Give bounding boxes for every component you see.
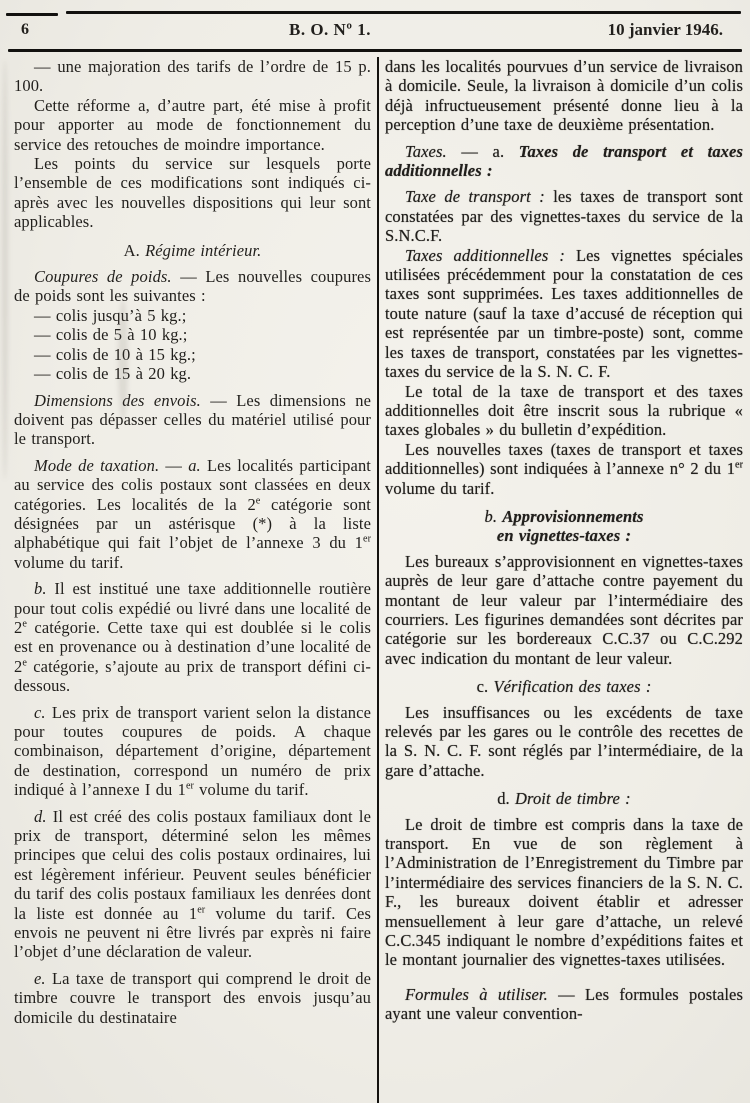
paragraph (14, 267, 371, 306)
text-segment: — colis de 5 à 10 kg.; (34, 325, 188, 345)
text-segment: volume du tarif. (14, 552, 124, 572)
text-segment: Il est institué une taxe additionnelle routière pour tout colis expédié ou livré dans une localité de 2 (14, 579, 371, 637)
text-segment: — Les formules postales ayant une valeur convention- (385, 984, 743, 1024)
paragraph (385, 142, 743, 181)
text-segment: Approvisionnements en vignettes-taxes : (496, 506, 644, 546)
paragraph (14, 57, 371, 96)
superscript: e (255, 495, 261, 507)
text-segment: d. (497, 789, 516, 809)
text-segment: Les localités participant au service des colis postaux sont classées en deux catégories. Les localités de la 2 (14, 455, 371, 514)
paragraph (14, 154, 371, 232)
text-segment: Formules à utiliser. (405, 984, 548, 1004)
text-segment: volume du tarif. (193, 780, 309, 800)
text-segment: e. (34, 968, 46, 988)
paragraph (385, 815, 743, 970)
superscript: er (735, 459, 743, 471)
text-segment: b. (484, 506, 503, 526)
bulletin-title: B. O. Nº 1. (289, 20, 371, 39)
text-segment: — colis de 15 à 20 kg. (34, 364, 192, 384)
paragraph (385, 552, 743, 668)
paragraph (14, 325, 371, 344)
superscript: e (22, 618, 27, 630)
header-rule-top-left (6, 13, 58, 16)
text-segment: — a. (446, 141, 519, 161)
paragraph (14, 969, 371, 1027)
section-heading (385, 789, 743, 808)
superscript: er (197, 904, 206, 916)
text-segment: d. (34, 806, 47, 826)
paragraph (385, 703, 743, 781)
text-segment: c. (34, 702, 46, 722)
text-segment: Le droit de timbre est compris dans la taxe de transport. En vue de son règlement à l’Administration de l’Enregistrement du Timbre par l’intermédiaire des services financiers de la S. N. C. F., les bureaux doivent établir et adresser mensuellement à leur gare d’attache, un relevé C.C.345 indiquant le nombre d’expéditions faites et le montant journalier des vignettes-taxes utilisées. (385, 814, 743, 970)
text-segment: Il est créé des colis postaux familiaux dont le prix de transport, déterminé selon les mêmes principes que celui des colis postaux ordinaires, lui est légèrement inférieur. Peuvent seules bénéficier du tarif des colis postaux familiaux les denrées dont la liste est donnée au 1 (14, 806, 371, 923)
text-segment: volume du tarif. Ces envois ne peuvent ni être livrés par exprès ni faire l’objet d’une déclaration de valeur. (14, 903, 371, 962)
text-segment: — (159, 455, 189, 475)
header-rule-bottom (8, 49, 742, 52)
paragraph (385, 246, 743, 382)
paragraph (14, 391, 371, 449)
paragraph (385, 985, 743, 1024)
text-segment: Les prix de transport varient selon la distance pour toutes coupures de poids. A chaque combinaison, département d’origine, département de destination, correspond un numéro de prix indiqué à l’annexe I du 1 (14, 702, 371, 800)
page-header (0, 0, 750, 57)
text-segment: Coupures de poids. (34, 267, 172, 287)
text-segment: Cette réforme a, d’autre part, été mise à profit pour apporter au mode de fonctionnement du service des retouches de moindre importance. (14, 95, 371, 154)
text-segment: — Les dimensions ne doivent pas dépasser celles du matériel utilisé pour le transport. (14, 390, 371, 449)
text-segment: — une majoration des tarifs de l’ordre de 15 p. 100. (14, 57, 371, 96)
section-heading (385, 677, 743, 696)
paragraph (14, 306, 371, 325)
right-column (385, 57, 743, 1103)
text-segment: A. (123, 240, 146, 260)
paragraph (14, 579, 371, 695)
text-segment: c. (476, 677, 494, 697)
two-column-body (0, 57, 750, 1103)
paragraph (385, 187, 743, 245)
text-segment: Taxes de transport et taxes additionnelles : (385, 141, 743, 181)
text-segment: les taxes de transport sont constatées par des vignettes-taxes du service de la S.N.C.F. (385, 187, 743, 246)
text-segment: Taxes additionnelles : (405, 245, 565, 265)
text-segment: — colis jusqu’à 5 kg.; (34, 305, 187, 325)
text-segment: Les points du service sur lesquels porte l’ensemble de ces modifications sont indiqués ci-après avec les nouvelles dispositions qui leur sont applicables. (14, 154, 371, 232)
text-segment: Dimensions des envois. (34, 390, 201, 410)
scan-artifact (2, 60, 8, 480)
text-segment: — colis de 10 à 15 kg.; (34, 344, 196, 364)
paragraph (385, 440, 743, 498)
header-rule-top (66, 11, 741, 14)
text-segment: Mode de taxation. (34, 455, 160, 475)
text-segment: Régime intérieur. (145, 240, 262, 260)
text-segment: Taxe de transport : (405, 187, 545, 207)
text-segment: catégorie, s’ajoute au prix de transport défini ci-dessous. (14, 656, 371, 696)
paragraph (14, 456, 371, 572)
text-segment: — Les nouvelles coupures de poids sont les suivantes : (14, 267, 371, 306)
text-segment: b. (34, 579, 47, 599)
text-segment: Le total de la taxe de transport et des taxes additionnelles doit être inscrit sous la rubrique « taxes globales » du bulletin d’expédition. (385, 381, 743, 440)
text-segment: Droit de timbre : (515, 789, 631, 809)
section-heading (14, 241, 371, 260)
paragraph (14, 96, 371, 154)
superscript: er (185, 780, 194, 792)
scan-artifact (118, 300, 128, 420)
text-segment: La taxe de transport qui comprend le droit de timbre couvre le transport des envois jusqu’au domicile du destinataire (14, 968, 371, 1027)
paragraph (14, 807, 371, 962)
paragraph (385, 57, 743, 135)
text-segment: Les nouvelles taxes (taxes de transport et taxes additionnelles) sont indiquées à l’annexe n° 2 du 1 (385, 439, 743, 479)
column-divider (377, 57, 379, 1103)
text-segment: catégorie sont désignées par un astérisque (*) à la liste alphabétique qui fait l’objet de l’annexe 3 du 1 (14, 494, 371, 553)
paragraph (385, 382, 743, 440)
text-segment: Les insuffisances ou les excédents de taxe relevés par les gares ou le contrôle des recettes de la S. N. C. F. sont réglés par l’intermédiaire, de la gare d’attache. (385, 702, 743, 780)
text-segment: catégorie. Cette taxe qui est doublée si le colis est en provenance ou à destination d’une localité de 2 (14, 617, 371, 676)
text-segment: Vérification des taxes : (493, 677, 652, 697)
superscript: e (22, 657, 27, 669)
paragraph (14, 703, 371, 800)
text-segment: a. (188, 455, 201, 475)
superscript: er (363, 533, 371, 545)
section-heading (385, 507, 743, 546)
text-segment: volume du tarif. (385, 478, 495, 498)
paragraph (14, 364, 371, 383)
text-segment: Les bureaux s’approvisionnent en vignettes-taxes auprès de leur gare d’attache contre payement du montant de leur valeur par l’intermédiaire des courriers. Les figurines demandées sont décrites par catégorie sur les bordereaux C.C.37 ou C.C.292 avec indication du montant de leur valeur. (385, 551, 743, 668)
page-number: 6 (21, 21, 29, 38)
text-segment: Taxes. (405, 141, 447, 161)
text-segment: Les vignettes spéciales utilisées précédemment pour la constatation de ces taxes sont supprimées. Les taxes additionnelles de toute nature (sauf la taxe d’accusé de réception qui est représentée par un timbre-poste) sont, comme les taxes de transport, constatées par les vignettes-taxes du service de la S. N. C. F. (385, 245, 743, 382)
issue-date: 10 janvier 1946. (607, 20, 723, 39)
paragraph (14, 345, 371, 364)
left-column (14, 57, 371, 1103)
text-segment: dans les localités pourvues d’un service de livraison à domicile. Seule, la livraison à domicile d’un colis déjà infructueusement présenté donne lieu à la perception d’une taxe de deuxième présentation. (385, 57, 743, 135)
